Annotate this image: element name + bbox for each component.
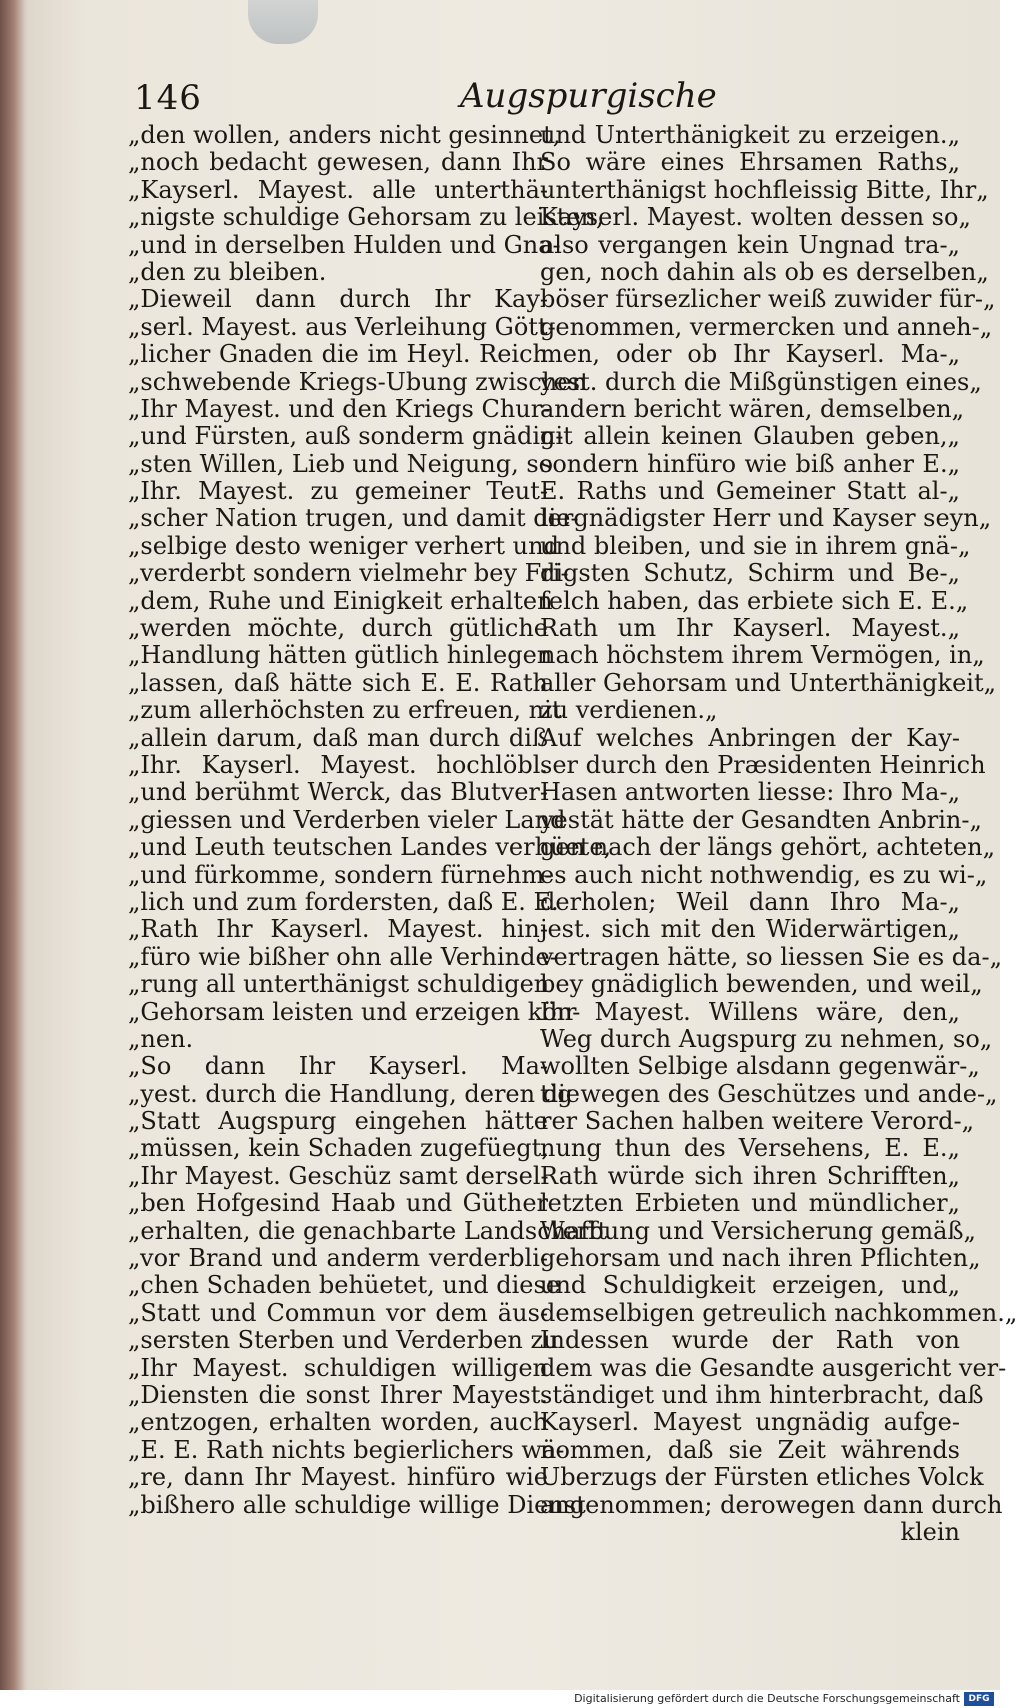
- text-line: „dem, Ruhe und Einigkeit erhalten: [128, 586, 553, 615]
- text-line: aller Gehorsam und Unterthänigkeit„: [540, 668, 997, 697]
- text-line: „re, dann Ihr Mayest. hinfüro wie: [128, 1463, 548, 1492]
- text-line: unterthänigst hochfleissig Bitte, Ihr„: [540, 175, 989, 204]
- text-line: „werden möchte, durch gütliche: [128, 614, 548, 643]
- text-line: genommen, vermercken und anneh-„: [540, 312, 993, 341]
- text-line: „nen.: [128, 1024, 194, 1053]
- text-line: vertragen hätte, so liessen Sie es da-„: [540, 942, 1003, 971]
- text-line: nit allein keinen Glauben geben,„: [540, 422, 960, 451]
- text-line: dem was die Gesandte ausgericht ver-: [540, 1353, 1007, 1382]
- text-line: gehorsam und nach ihren Pflichten„: [540, 1244, 981, 1273]
- text-line: nach höchstem ihrem Vermögen, in„: [540, 641, 985, 670]
- text-line: „Diensten die sonst Ihrer Mayest.: [128, 1380, 548, 1409]
- right-column: [540, 121, 1017, 1546]
- text-line: yestät hätte der Gesandten Anbrin-„: [540, 805, 982, 834]
- text-line: rer Sachen halben weitere Verord-„: [540, 1107, 975, 1136]
- text-line: „lassen, daß hätte sich E. E. Rath: [128, 668, 548, 697]
- text-line: Rath um Ihr Kayserl. Mayest.„: [540, 614, 960, 643]
- text-line: „Ihr Mayest. schuldigen willigen: [128, 1353, 548, 1382]
- text-line: „Ihr Mayest. Geschüz samt dersel-: [128, 1161, 549, 1190]
- digitization-footer: [0, 1690, 1000, 1708]
- text-line: „Statt Augspurg eingehen hätte: [128, 1107, 548, 1136]
- text-line: derholen; Weil dann Ihro Ma-„: [540, 887, 960, 916]
- text-line: Rath würde sich ihren Schrifften„: [540, 1161, 960, 1190]
- text-line: nung thun des Versehens, E. E.„: [540, 1134, 960, 1163]
- text-line: also vergangen kein Ungnad tra-„: [540, 230, 960, 259]
- text-line: Kayserl. Mayest ungnädig aufge-: [540, 1408, 960, 1437]
- text-line: jest. sich mit den Widerwärtigen„: [540, 915, 960, 944]
- text-line: ser durch den Præsidenten Heinrich: [540, 750, 986, 779]
- text-line: felch haben, das erbiete sich E. E.„: [540, 586, 969, 615]
- text-line: es auch nicht nothwendig, es zu wi-„: [540, 860, 988, 889]
- text-line: wollten Selbige alsdann gegenwär-„: [540, 1052, 980, 1081]
- text-line: „Kayserl. Mayest. alle unterthä-: [128, 175, 548, 204]
- text-line: digsten Schutz, Schirm und Be-„: [540, 559, 960, 588]
- text-line: „und fürkomme, sondern fürnehm-: [128, 860, 553, 889]
- text-line: „nigste schuldige Gehorsam zu leisten,: [128, 203, 604, 232]
- text-line: „schwebende Kriegs-Ubung zwischen: [128, 367, 587, 396]
- text-line: „und in derselben Hulden und Gna-: [128, 230, 561, 259]
- footer-credit: Digitalisierung gefördert durch die Deutsche Forschungsgemeinschaft: [574, 1692, 960, 1705]
- text-line: „und berühmt Werck, das Blutver-: [128, 778, 548, 807]
- text-line: Uberzugs der Fürsten etliches Volck: [540, 1463, 984, 1492]
- text-line: „erhalten, die genachbarte Landschafft: [128, 1216, 608, 1245]
- text-line: angenommen; derowegen dann durch: [540, 1490, 1003, 1519]
- text-line: „Rath Ihr Kayserl. Mayest. hin-: [128, 915, 548, 944]
- text-line: „müssen, kein Schaden zugefüegt,: [128, 1134, 549, 1163]
- text-line: Hasen antworten liesse: Ihro Ma-„: [540, 778, 960, 807]
- text-line: „So dann Ihr Kayserl. Ma-: [128, 1052, 548, 1081]
- text-line: „rung all unterthänigst schuldigen: [128, 970, 550, 999]
- page-header: [70, 72, 960, 120]
- text-line: ständiget und ihm hinterbracht, daß: [540, 1380, 984, 1409]
- text-line: E. Raths und Gemeiner Statt al-„: [540, 477, 960, 506]
- text-line: „Ihr Mayest. und den Kriegs Chur-: [128, 394, 551, 423]
- text-line: gen, noch dahin als ob es derselben„: [540, 257, 989, 286]
- text-line: Indessen wurde der Rath von: [540, 1326, 960, 1355]
- text-line: böser fürsezlicher weiß zuwider für-„: [540, 285, 996, 314]
- text-line: „noch bedacht gewesen, dann Ihr: [128, 148, 548, 177]
- text-line: „Ihr. Kayserl. Mayest. hochlöbl.: [128, 750, 548, 779]
- text-line: yest. durch die Mißgünstigen eines„: [540, 367, 982, 396]
- text-line: „chen Schaden behüetet, und diese: [128, 1271, 561, 1300]
- text-line: „entzogen, erhalten worden, auch: [128, 1408, 548, 1437]
- text-line: tig wegen des Geschützes und ande-„: [540, 1079, 998, 1108]
- text-line: andern bericht wären, demselben„: [540, 394, 964, 423]
- text-line: „yest. durch die Handlung, deren die: [128, 1079, 580, 1108]
- text-line: „selbige desto weniger verhert und: [128, 531, 559, 560]
- text-line: „vor Brand und anderm verderbli-: [128, 1244, 548, 1273]
- text-line: „Dieweil dann durch Ihr Kay-: [128, 285, 548, 314]
- text-line: „lich und zum fordersten, daß E. E.: [128, 887, 559, 916]
- text-line: „bißhero alle schuldige willige Dienst: [128, 1490, 586, 1519]
- text-line: „sersten Sterben und Verderben zu: [128, 1326, 559, 1355]
- text-line: Weg durch Augspurg zu nehmen, so„: [540, 1024, 993, 1053]
- text-line: „Gehorsam leisten und erzeigen kön-: [128, 997, 581, 1026]
- text-line: und bleiben, und sie in ihrem gnä-„: [540, 531, 971, 560]
- page-number: 146: [134, 78, 202, 118]
- text-line: und Unterthänigkeit zu erzeigen.„: [540, 121, 960, 149]
- text-line: demselbigen getreulich nachkommen.„: [540, 1298, 1017, 1327]
- text-line: „allein darum, daß man durch diß: [128, 723, 548, 752]
- text-line: Werbung und Versicherung gemäß„: [540, 1216, 976, 1245]
- text-line: „und Leuth teutschen Landes verhüete,: [128, 833, 612, 862]
- text-line: „und Fürsten, auß sonderm gnädig-: [128, 422, 564, 451]
- dfg-logo: DFG: [964, 1692, 994, 1706]
- text-line: „serl. Mayest. aus Verleihung Gött-: [128, 312, 556, 341]
- text-line: „licher Gnaden die im Heyl. Reich: [128, 340, 548, 369]
- left-column: [128, 121, 612, 1519]
- text-line: „zum allerhöchsten zu erfreuen, nit: [128, 696, 562, 725]
- text-line: gen nach der längs gehört, achteten„: [540, 833, 996, 862]
- text-line: men, oder ob Ihr Kayserl. Ma-„: [540, 340, 960, 369]
- text-line: Ihr Mayest. Willens wäre, den„: [540, 997, 960, 1026]
- text-line: „ben Hofgesind Haab und Güther: [128, 1189, 548, 1218]
- text-line: bey gnädiglich bewenden, und weil„: [540, 970, 983, 999]
- text-line: „den wollen, anders nicht gesinnet,: [128, 121, 561, 149]
- text-line: klein: [900, 1517, 960, 1546]
- text-line: „den zu bleiben.: [128, 257, 327, 286]
- running-title: Augspurgische: [460, 76, 717, 116]
- text-line: So wäre eines Ehrsamen Raths„: [540, 148, 960, 177]
- text-line: „giessen und Verderben vieler Land: [128, 805, 566, 834]
- text-line: letzten Erbieten und mündlicher„: [540, 1189, 960, 1218]
- text-line: Kayserl. Mayest. wolten dessen so„: [540, 203, 971, 232]
- text-line: und Schuldigkeit erzeigen, und„: [540, 1271, 960, 1300]
- text-line: Auf welches Anbringen der Kay-: [540, 723, 960, 752]
- text-line: „verderbt sondern vielmehr bey Fri-: [128, 559, 569, 588]
- text-line: nommen, daß sie Zeit währends: [540, 1435, 960, 1464]
- text-line: „E. E. Rath nichts begierlichers wä-: [128, 1435, 565, 1464]
- text-line: „Handlung hätten gütlich hinlegen: [128, 641, 553, 670]
- text-line: „Ihr. Mayest. zu gemeiner Teut-: [128, 477, 548, 506]
- text-line: „füro wie bißher ohn alle Verhinde-: [128, 942, 558, 971]
- text-line: „Statt und Commun vor dem äus-: [128, 1298, 548, 1327]
- text-line: „scher Nation trugen, und damit die-: [128, 504, 579, 533]
- text-line: zu verdienen.„: [540, 696, 718, 725]
- text-line: „sten Willen, Lieb und Neigung, so: [128, 449, 554, 478]
- text-line: sondern hinfüro wie biß anher E.„: [540, 449, 960, 478]
- text-line: lergnädigster Herr und Kayser seyn„: [540, 504, 992, 533]
